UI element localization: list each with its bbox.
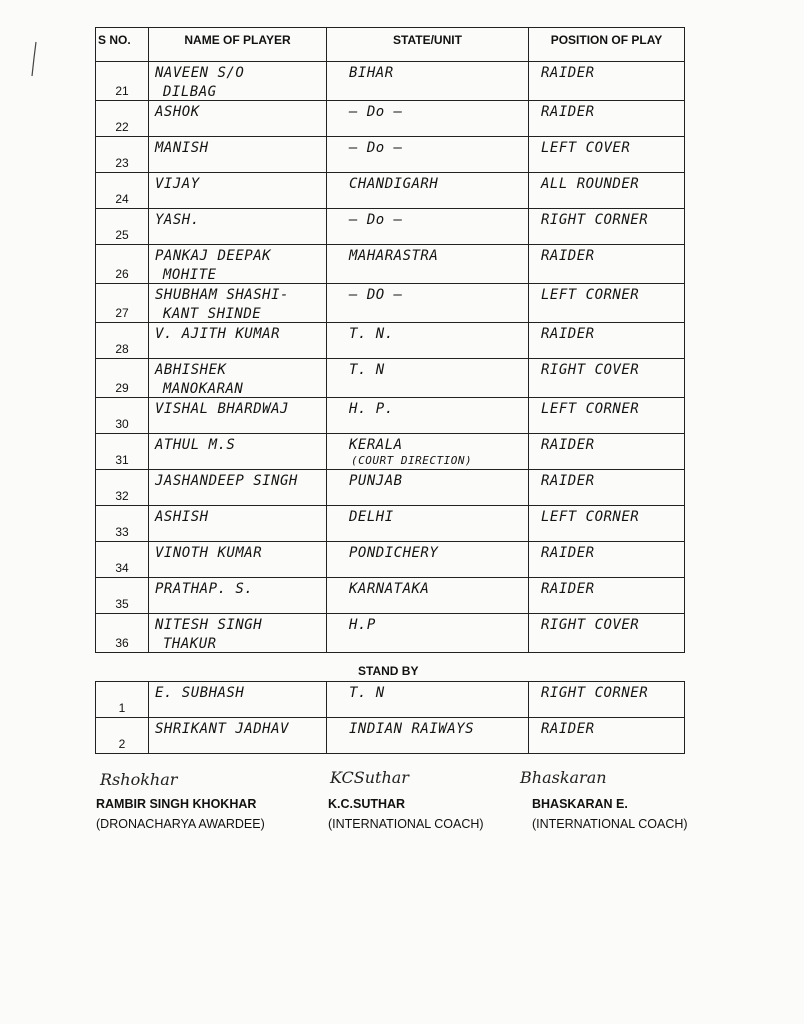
player-position-text: RIGHT CORNER — [541, 212, 649, 228]
player-name — [149, 542, 327, 578]
player-name-line: VISHAL BHARDWAJ — [155, 401, 289, 417]
row-sno: 26 — [96, 245, 149, 284]
player-state-line: CHANDIGARH — [349, 176, 439, 192]
player-position — [529, 245, 685, 284]
standby-row — [96, 682, 685, 718]
table-row — [96, 398, 685, 434]
table-header-row — [96, 28, 685, 62]
signatory-title: (INTERNATIONAL COACH) — [328, 817, 484, 831]
row-sno: 35 — [96, 578, 149, 614]
standby-body — [96, 682, 685, 754]
player-name — [149, 245, 327, 284]
table-row — [96, 359, 685, 398]
player-name — [149, 101, 327, 137]
player-position-text: LEFT CORNER — [541, 401, 640, 417]
player-name-line: ASHOK — [155, 104, 200, 120]
player-state — [327, 614, 529, 653]
row-sno: 36 — [96, 614, 149, 653]
player-state-line: KARNATAKA — [349, 581, 430, 597]
standby-state — [327, 718, 529, 754]
player-state — [327, 284, 529, 323]
player-name — [149, 284, 327, 323]
player-name-line: SHUBHAM SHASHI- — [155, 287, 289, 303]
standby-title: STAND BY — [358, 664, 419, 678]
player-position-text: RIGHT COVER — [541, 617, 640, 633]
player-state-line: DELHI — [349, 509, 394, 525]
row-sno: 25 — [96, 209, 149, 245]
player-position-text: RAIDER — [541, 104, 595, 120]
player-state — [327, 137, 529, 173]
player-name-line: MANOKARAN — [163, 381, 244, 397]
player-state-line: – DO – — [349, 287, 403, 303]
player-state — [327, 434, 529, 470]
signature-suthar: KCSuthar — [330, 768, 409, 787]
player-state — [327, 173, 529, 209]
player-position-text: RIGHT COVER — [541, 362, 640, 378]
players-body — [96, 62, 685, 653]
player-position-text: RAIDER — [541, 326, 595, 342]
table-row — [96, 101, 685, 137]
player-name — [149, 359, 327, 398]
player-name — [149, 209, 327, 245]
player-state-line: H.P — [349, 617, 376, 633]
player-name-line: NAVEEN S/O — [155, 65, 245, 81]
row-sno: 27 — [96, 284, 149, 323]
player-name — [149, 323, 327, 359]
player-position-text: RAIDER — [541, 581, 595, 597]
standby-sno: 1 — [96, 682, 149, 718]
player-position — [529, 209, 685, 245]
player-state — [327, 323, 529, 359]
standby-position-text: RAIDER — [541, 721, 595, 737]
signatory-title: (INTERNATIONAL COACH) — [532, 817, 688, 831]
player-position-text: LEFT CORNER — [541, 287, 640, 303]
standby-position — [529, 682, 685, 718]
player-name-line: PRATHAP. S. — [155, 581, 254, 597]
player-position-text: LEFT COVER — [541, 140, 631, 156]
player-name-line: YASH. — [155, 212, 200, 228]
player-state — [327, 506, 529, 542]
player-state — [327, 359, 529, 398]
table-row — [96, 209, 685, 245]
row-sno: 28 — [96, 323, 149, 359]
player-state — [327, 542, 529, 578]
header-sno: S NO. — [96, 28, 149, 62]
player-name-line: MOHITE — [163, 267, 217, 283]
signature-bhaskaran: Bhaskaran — [520, 768, 607, 787]
table-row — [96, 62, 685, 101]
table-row — [96, 542, 685, 578]
player-position-text: RAIDER — [541, 545, 595, 561]
standby-position-text: RIGHT CORNER — [541, 685, 649, 701]
player-name-line: ATHUL M.S — [155, 437, 236, 453]
player-position-text: RAIDER — [541, 437, 595, 453]
table-row — [96, 284, 685, 323]
row-sno: 22 — [96, 101, 149, 137]
player-state-line: KERALA — [349, 437, 403, 453]
player-name-line: JASHANDEEP SINGH — [155, 473, 298, 489]
players-table — [95, 27, 685, 653]
player-position — [529, 506, 685, 542]
player-position — [529, 398, 685, 434]
table-row — [96, 137, 685, 173]
row-sno: 29 — [96, 359, 149, 398]
player-name-line: PANKAJ DEEPAK — [155, 248, 272, 264]
player-name-line: ABHISHEK — [155, 362, 227, 378]
row-sno: 31 — [96, 434, 149, 470]
table-row — [96, 245, 685, 284]
player-name — [149, 434, 327, 470]
player-position — [529, 137, 685, 173]
row-sno: 23 — [96, 137, 149, 173]
row-sno: 32 — [96, 470, 149, 506]
player-position — [529, 614, 685, 653]
standby-row — [96, 718, 685, 754]
player-state-line: (COURT DIRECTION) — [351, 454, 473, 467]
player-name-line: VINOTH KUMAR — [155, 545, 263, 561]
player-name — [149, 506, 327, 542]
player-position — [529, 434, 685, 470]
player-name-line: NITESH SINGH — [155, 617, 263, 633]
player-position-text: ALL ROUNDER — [541, 176, 640, 192]
player-state-line: PUNJAB — [349, 473, 403, 489]
player-state — [327, 398, 529, 434]
player-position-text: RAIDER — [541, 65, 595, 81]
player-state — [327, 209, 529, 245]
margin-mark — [30, 40, 38, 80]
header-state: STATE/UNIT — [327, 28, 529, 62]
player-state — [327, 578, 529, 614]
player-name — [149, 470, 327, 506]
row-sno: 21 — [96, 62, 149, 101]
player-position — [529, 470, 685, 506]
standby-name-text: E. SUBHASH — [155, 685, 245, 701]
player-position — [529, 578, 685, 614]
player-name-line: MANISH — [155, 140, 209, 156]
player-state-line: – Do – — [349, 140, 403, 156]
signatory-title: (DRONACHARYA AWARDEE) — [96, 817, 265, 831]
player-position-text: RAIDER — [541, 248, 595, 264]
player-state-line: BIHAR — [349, 65, 394, 81]
standby-position — [529, 718, 685, 754]
player-name — [149, 62, 327, 101]
standby-table — [95, 681, 685, 754]
signatory-name: BHASKARAN E. — [532, 797, 628, 811]
player-name — [149, 137, 327, 173]
player-state-line: T. N — [349, 362, 385, 378]
player-state-line: – Do – — [349, 104, 403, 120]
standby-name-text: SHRIKANT JADHAV — [155, 721, 289, 737]
signatory-suthar — [328, 794, 484, 834]
signatory-name: K.C.SUTHAR — [328, 797, 406, 811]
signatory-bhaskaran — [532, 794, 688, 834]
player-name — [149, 173, 327, 209]
player-state-line: MAHARASTRA — [349, 248, 439, 264]
player-position — [529, 542, 685, 578]
player-state-line: H. P. — [349, 401, 394, 417]
header-name: NAME OF PLAYER — [149, 28, 327, 62]
player-position-text: RAIDER — [541, 473, 595, 489]
row-sno: 24 — [96, 173, 149, 209]
player-position — [529, 101, 685, 137]
player-name-line: DILBAG — [163, 84, 217, 100]
table-row — [96, 323, 685, 359]
standby-sno: 2 — [96, 718, 149, 754]
player-state — [327, 62, 529, 101]
player-state — [327, 245, 529, 284]
player-position — [529, 173, 685, 209]
player-name-line: VIJAY — [155, 176, 200, 192]
table-row — [96, 614, 685, 653]
player-state-line: T. N. — [349, 326, 394, 342]
player-state — [327, 101, 529, 137]
table-row — [96, 578, 685, 614]
row-sno: 30 — [96, 398, 149, 434]
player-name-line: ASHISH — [155, 509, 209, 525]
player-position — [529, 62, 685, 101]
player-position — [529, 359, 685, 398]
table-row — [96, 506, 685, 542]
player-name — [149, 578, 327, 614]
signature-khokhar: Rshokhar — [100, 770, 178, 789]
player-state — [327, 470, 529, 506]
player-name — [149, 398, 327, 434]
table-row — [96, 470, 685, 506]
standby-state-text: INDIAN RAIWAYS — [349, 721, 475, 737]
player-position — [529, 323, 685, 359]
table-row — [96, 173, 685, 209]
signatory-khokhar — [96, 794, 265, 834]
row-sno: 33 — [96, 506, 149, 542]
player-position-text: LEFT CORNER — [541, 509, 640, 525]
standby-state-text: T. N — [349, 685, 385, 701]
header-position: POSITION OF PLAY — [529, 28, 685, 62]
player-name-line: THAKUR — [163, 636, 217, 652]
row-sno: 34 — [96, 542, 149, 578]
standby-name — [149, 718, 327, 754]
player-position — [529, 284, 685, 323]
standby-state — [327, 682, 529, 718]
player-name-line: KANT SHINDE — [163, 306, 262, 322]
player-name-line: V. AJITH KUMAR — [155, 326, 281, 342]
standby-name — [149, 682, 327, 718]
player-state-line: PONDICHERY — [349, 545, 439, 561]
player-name — [149, 614, 327, 653]
player-state-line: – Do – — [349, 212, 403, 228]
table-row — [96, 434, 685, 470]
signatory-name: RAMBIR SINGH KHOKHAR — [96, 797, 257, 811]
